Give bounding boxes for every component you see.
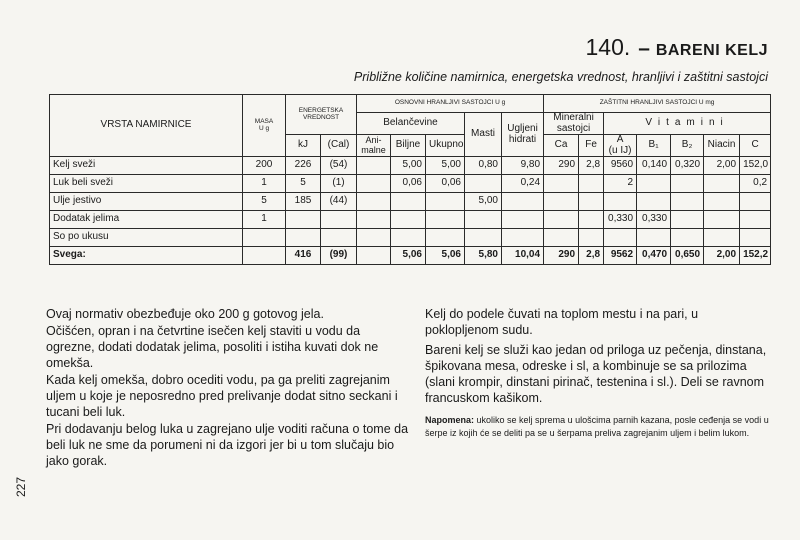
cell-fat [465, 229, 502, 247]
cell-a [604, 193, 637, 211]
col-header-item: VRSTA NAMIRNICE [50, 95, 243, 157]
note-text: ukoliko se kelj sprema u ulošcima parnih kazana, posle ceđenja se vodi u šerpe iz kojih će se deliti pa se u šerpama preliva zagrejanim uljem i belim lukom. [425, 415, 769, 438]
paragraph: Kelj do podele čuvati na toplom mestu i na pari, u poklopljenom sudu. [425, 307, 699, 337]
cell-ca [544, 175, 579, 193]
cell-plant: 5,06 [391, 247, 426, 265]
cell-protein [426, 229, 465, 247]
cell-ca [544, 229, 579, 247]
cell-niacin [704, 175, 740, 193]
table-row-total [50, 247, 771, 265]
col-header-cal: (Cal) [321, 135, 357, 157]
col-header-b1: B₁ [637, 135, 671, 157]
cell-plant: 0,06 [391, 175, 426, 193]
cell-c [740, 211, 771, 229]
cell-b1 [637, 229, 671, 247]
cell-b1: 0,470 [637, 247, 671, 265]
col-header-minerals: Mineralni sastojci [544, 113, 604, 135]
cell-cal: (54) [321, 157, 357, 175]
cell-name: Luk beli sveži [50, 175, 243, 193]
cell-animal [357, 211, 391, 229]
cell-carb [502, 211, 544, 229]
cell-fe [579, 193, 604, 211]
cell-protein: 5,06 [426, 247, 465, 265]
cell-carb: 0,24 [502, 175, 544, 193]
cell-b2 [671, 211, 704, 229]
cell-protein [426, 211, 465, 229]
cell-ca: 290 [544, 157, 579, 175]
cell-fe: 2,8 [579, 247, 604, 265]
cell-plant [391, 229, 426, 247]
cell-fat: 0,80 [465, 157, 502, 175]
note-label: Napomena: [425, 415, 475, 425]
cell-fe [579, 229, 604, 247]
paragraph: Pri dodavanju belog luka u zagrejano ulje voditi računa o tome da beli luk ne sme da porumeni ni da izgori jer bi u tom slučaju bio jako gorak. [46, 422, 409, 468]
col-header-vit-a: A (u IJ) [604, 135, 637, 157]
cell-b1 [637, 193, 671, 211]
cell-fe [579, 211, 604, 229]
cell-a: 9562 [604, 247, 637, 265]
cell-c: 152,2 [740, 247, 771, 265]
cell-b2: 0,320 [671, 157, 704, 175]
col-header-fats: Masti [465, 113, 502, 157]
cell-b2: 0,650 [671, 247, 704, 265]
cell-fat: 5,00 [465, 193, 502, 211]
cell-a: 9560 [604, 157, 637, 175]
cell-name: Dodatak jelima [50, 211, 243, 229]
paragraph: Bareni kelj se služi kao jedan od priloga uz pečenja, dinstana, špikovana mesa, odreske i sl, a kombinuje se sa prilozima (slani krompir, dinstani pirinač, testenina i sl.). Deli se ravnom francuskom kašikom. [425, 343, 767, 405]
cell-animal [357, 247, 391, 265]
note [425, 414, 775, 440]
nutrition-table [49, 94, 771, 265]
col-header-proteins: Belančevine [357, 113, 465, 135]
cell-c [740, 193, 771, 211]
col-header-basic: OSNOVNI HRANLJIVI SASTOJCI U g [357, 95, 544, 113]
cell-cal [321, 211, 357, 229]
preparation-text [46, 306, 411, 470]
cell-animal [357, 193, 391, 211]
col-header-vit-c: C [740, 135, 771, 157]
cell-kj [286, 229, 321, 247]
cell-mass: 5 [243, 193, 286, 211]
cell-plant: 5,00 [391, 157, 426, 175]
table-row [50, 211, 771, 229]
table-row [50, 193, 771, 211]
cell-a: 2 [604, 175, 637, 193]
table-body [50, 157, 771, 265]
cell-b2 [671, 175, 704, 193]
paragraph: Ovaj normativ obezbeđuje oko 200 g gotovog jela. [46, 307, 324, 321]
cell-mass [243, 247, 286, 265]
cell-niacin [704, 193, 740, 211]
recipe-name: BARENI KELJ [655, 42, 768, 59]
cell-kj: 416 [286, 247, 321, 265]
cell-fat [465, 211, 502, 229]
col-header-animal: Ani- malne [357, 135, 391, 157]
cell-fe [579, 175, 604, 193]
cell-mass: 1 [243, 175, 286, 193]
col-header-b2: B₂ [671, 135, 704, 157]
cell-niacin [704, 229, 740, 247]
cell-carb [502, 229, 544, 247]
cell-ca: 290 [544, 247, 579, 265]
col-header-plant: Biljne [391, 135, 426, 157]
cell-carb [502, 193, 544, 211]
cell-mass [243, 229, 286, 247]
cell-kj [286, 211, 321, 229]
col-header-mass: MASA U g [243, 95, 286, 157]
cell-protein: 5,00 [426, 157, 465, 175]
table-row [50, 175, 771, 193]
cell-fat [465, 175, 502, 193]
cell-animal [357, 157, 391, 175]
cell-cal: (44) [321, 193, 357, 211]
cell-a: 0,330 [604, 211, 637, 229]
cell-plant [391, 211, 426, 229]
cell-a [604, 229, 637, 247]
table-subtitle: Približne količine namirnica, energetska vrednost, hranljivi i zaštitni sastojci [353, 70, 768, 84]
page-number: 227 [14, 476, 28, 497]
cell-mass: 200 [243, 157, 286, 175]
cell-name: Ulje jestivo [50, 193, 243, 211]
cell-niacin [704, 211, 740, 229]
cell-cal: (1) [321, 175, 357, 193]
cell-b1: 0,330 [637, 211, 671, 229]
cell-mass: 1 [243, 211, 286, 229]
cell-carb: 9,80 [502, 157, 544, 175]
cell-ca [544, 211, 579, 229]
cell-b2 [671, 229, 704, 247]
col-header-protective: ZAŠTITNI HRANLJIVI SASTOJCI U mg [544, 95, 771, 113]
cell-protein [426, 193, 465, 211]
cell-cal: (99) [321, 247, 357, 265]
cell-cal [321, 229, 357, 247]
cell-carb: 10,04 [502, 247, 544, 265]
cell-animal [357, 229, 391, 247]
cell-c [740, 229, 771, 247]
cell-c: 0,2 [740, 175, 771, 193]
cell-name: So po ukusu [50, 229, 243, 247]
serving-text [425, 306, 775, 440]
col-header-energy: ENERGETSKA VREDNOST [286, 95, 357, 135]
table-row [50, 229, 771, 247]
recipe-title: 140. – BARENI KELJ [585, 34, 768, 60]
cell-ca [544, 193, 579, 211]
cell-b1 [637, 175, 671, 193]
paragraph: Očišćen, opran i na četvrtine isečen kelj staviti u vodu da ogrezne, dodati dodatak jelima, posoliti i istiha kuvati dok ne omekša. [46, 324, 379, 370]
cell-kj: 5 [286, 175, 321, 193]
table-row [50, 157, 771, 175]
cell-fe: 2,8 [579, 157, 604, 175]
col-header-vitamins: Vitamini [604, 113, 771, 135]
cell-kj: 185 [286, 193, 321, 211]
cell-name: Svega: [50, 247, 243, 265]
cell-niacin: 2,00 [704, 157, 740, 175]
col-header-protein-total: Ukupno [426, 135, 465, 157]
col-header-niacin: Niacin [704, 135, 740, 157]
cell-b1: 0,140 [637, 157, 671, 175]
cell-protein: 0,06 [426, 175, 465, 193]
cell-fat: 5,80 [465, 247, 502, 265]
col-header-kj: kJ [286, 135, 321, 157]
col-header-carbs: Ugljeni hidrati [502, 113, 544, 157]
cell-kj: 226 [286, 157, 321, 175]
cell-b2 [671, 193, 704, 211]
cell-animal [357, 175, 391, 193]
cell-niacin: 2,00 [704, 247, 740, 265]
cell-name: Kelj sveži [50, 157, 243, 175]
cell-plant [391, 193, 426, 211]
col-header-ca: Ca [544, 135, 579, 157]
cell-c: 152,0 [740, 157, 771, 175]
col-header-fe: Fe [579, 135, 604, 157]
recipe-number: 140. [585, 34, 631, 60]
paragraph: Kada kelj omekša, dobro oceditі vodu, pa ga preliti zagrejanim uljem u koje je neposredno pred prelivanje dodat sitno seckani i tucani beli luk. [46, 373, 398, 419]
